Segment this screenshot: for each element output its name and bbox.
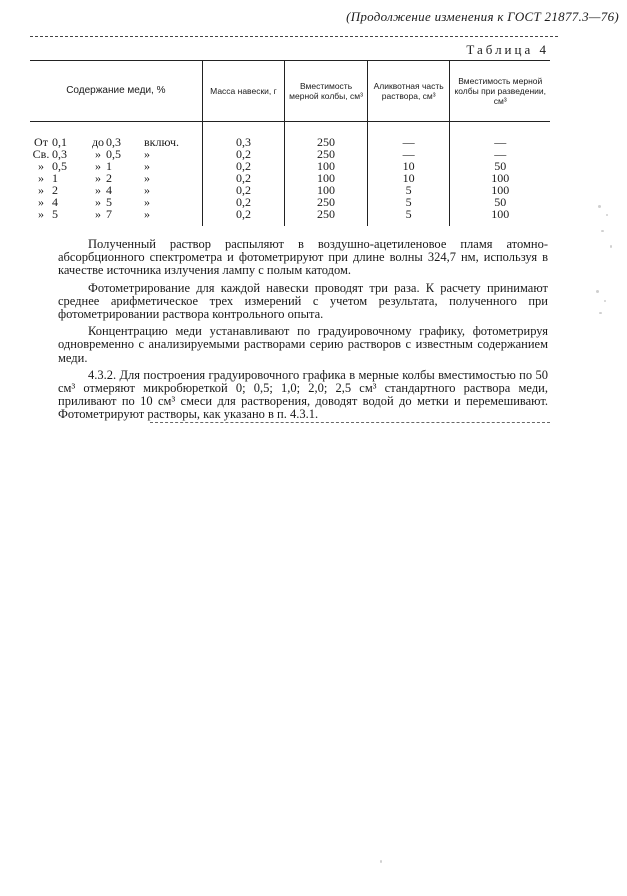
body-text	[58, 238, 548, 426]
table-caption: Таблица 4	[466, 42, 549, 57]
scan-speck	[598, 205, 601, 208]
footer-divider	[150, 422, 550, 423]
cell-aliquot: 10	[367, 160, 450, 172]
cell-aliquot: 5	[367, 184, 450, 196]
cell-copper-range	[30, 208, 202, 226]
scan-speck	[596, 290, 599, 293]
cell-aliquot: —	[367, 148, 450, 160]
paragraph-concentration	[58, 325, 548, 365]
scan-speck	[604, 300, 606, 302]
col-header-sample-mass: Масса навески, г	[202, 61, 284, 122]
range-pre2: »	[95, 207, 101, 221]
cell-flask-volume: 100	[285, 172, 368, 184]
cell-sample-mass: 0,2	[202, 184, 284, 196]
cell-flask-volume: 250	[285, 196, 368, 208]
cell-sample-mass: 0,2	[202, 196, 284, 208]
range-end: »	[144, 183, 150, 197]
scan-speck	[601, 230, 604, 232]
range-to: 0,5	[106, 147, 121, 161]
range-to: 2	[106, 171, 112, 185]
copper-table	[30, 60, 550, 226]
range-pre2: »	[95, 159, 101, 173]
cell-copper-range	[30, 122, 202, 149]
table-row	[30, 122, 550, 149]
cell-aliquot: —	[367, 122, 450, 149]
cell-sample-mass: 0,3	[202, 122, 284, 149]
range-pre: »	[38, 159, 44, 173]
scan-speck	[599, 312, 602, 314]
range-from: 0,1	[52, 135, 67, 149]
paragraph-spraying	[58, 238, 548, 278]
range-to: 7	[106, 207, 112, 221]
cell-dilution-flask: 50	[450, 196, 550, 208]
scan-speck	[380, 860, 382, 863]
paragraph-calibration	[58, 369, 548, 422]
range-pre: »	[38, 207, 44, 221]
range-pre: »	[38, 183, 44, 197]
cell-dilution-flask: 100	[450, 208, 550, 226]
cell-aliquot: 5	[367, 208, 450, 226]
paragraph-concentration-text: Концентрацию меди устанавливают по градуировочному графику, фотометрируя одновременно с анализируемыми растворами серию растворов с известным содержанием меди.	[58, 324, 548, 365]
cell-dilution-flask: 100	[450, 172, 550, 184]
scan-speck	[606, 214, 608, 216]
cell-flask-volume: 250	[285, 208, 368, 226]
paragraph-spraying-text: Полученный раствор распыляют в воздушно-ацетиленовое пламя атомно-абсорбционного спектрометра и фотометрируют при длине волны 324,7 нм, используя в качестве источника излучения лампу с полым катодом.	[58, 237, 548, 278]
range-to: 4	[106, 183, 112, 197]
cell-sample-mass: 0,2	[202, 208, 284, 226]
paragraph-calibration-text: 4.3.2. Для построения градуировочного графика в мерные колбы вместимостью по 50 см³ отмеряют микробюреткой 0; 0,5; 1,0; 2,0; 2,5 см³ стандартного раствора меди, приливают по 10 см³ смеси для растворения, доводят водой до метки и перемешивают. Фотометрируют растворы, как указано в п. 4.3.1.	[58, 367, 548, 422]
cell-sample-mass: 0,2	[202, 148, 284, 160]
cell-aliquot: 5	[367, 196, 450, 208]
paragraph-photometry-text: Фотометрирование для каждой навески проводят три раза. К расчету принимают среднее арифметическое трех измерений с учетом результата, полученного при фотометрировании раствора контрольного опыта.	[58, 280, 548, 322]
range-from: 4	[52, 195, 58, 209]
range-pre2: до	[91, 135, 105, 149]
range-end: »	[144, 159, 150, 173]
table-body	[30, 122, 550, 227]
range-end: включ.	[144, 135, 180, 149]
cell-flask-volume: 250	[285, 122, 368, 149]
cell-sample-mass: 0,2	[202, 160, 284, 172]
range-from: 2	[52, 183, 58, 197]
range-from: 5	[52, 207, 58, 221]
range-to: 0,3	[106, 135, 121, 149]
range-pre: Св.	[32, 147, 50, 161]
range-from: 0,5	[52, 159, 67, 173]
range-to: 1	[106, 159, 112, 173]
cell-flask-volume: 100	[285, 160, 368, 172]
col-header-copper-content: Содержание меди, %	[30, 61, 202, 122]
cell-flask-volume: 250	[285, 148, 368, 160]
cell-dilution-flask: 100	[450, 184, 550, 196]
cell-flask-volume: 100	[285, 184, 368, 196]
range-pre2: »	[95, 195, 101, 209]
range-end: »	[144, 207, 150, 221]
cell-sample-mass: 0,2	[202, 172, 284, 184]
cell-dilution-flask: —	[450, 122, 550, 149]
scan-speck	[610, 245, 612, 248]
range-pre: От	[34, 135, 48, 149]
range-from: 0,3	[52, 147, 67, 161]
range-pre2: »	[95, 171, 101, 185]
range-pre: »	[38, 171, 44, 185]
range-to: 5	[106, 195, 112, 209]
range-pre2: »	[95, 147, 101, 161]
header-divider	[30, 36, 558, 37]
range-pre2: »	[95, 183, 101, 197]
cell-dilution-flask: —	[450, 148, 550, 160]
table-row	[30, 208, 550, 226]
range-end: »	[144, 195, 150, 209]
cell-dilution-flask: 50	[450, 160, 550, 172]
table-header-row	[30, 61, 550, 122]
col-header-dilution-flask: Вместимость мерной колбы при разведении, см³	[450, 61, 550, 122]
page-header-continuation: (Продолжение изменения к ГОСТ 21877.3—76)	[346, 9, 619, 24]
range-end: »	[144, 171, 150, 185]
col-header-flask-volume: Вместимость мерной колбы, см³	[285, 61, 368, 122]
col-header-aliquot: Аликвотная часть раствора, см³	[367, 61, 450, 122]
range-from: 1	[52, 171, 58, 185]
paragraph-photometry	[58, 282, 548, 322]
range-pre: »	[38, 195, 44, 209]
cell-aliquot: 10	[367, 172, 450, 184]
range-end: »	[144, 147, 150, 161]
